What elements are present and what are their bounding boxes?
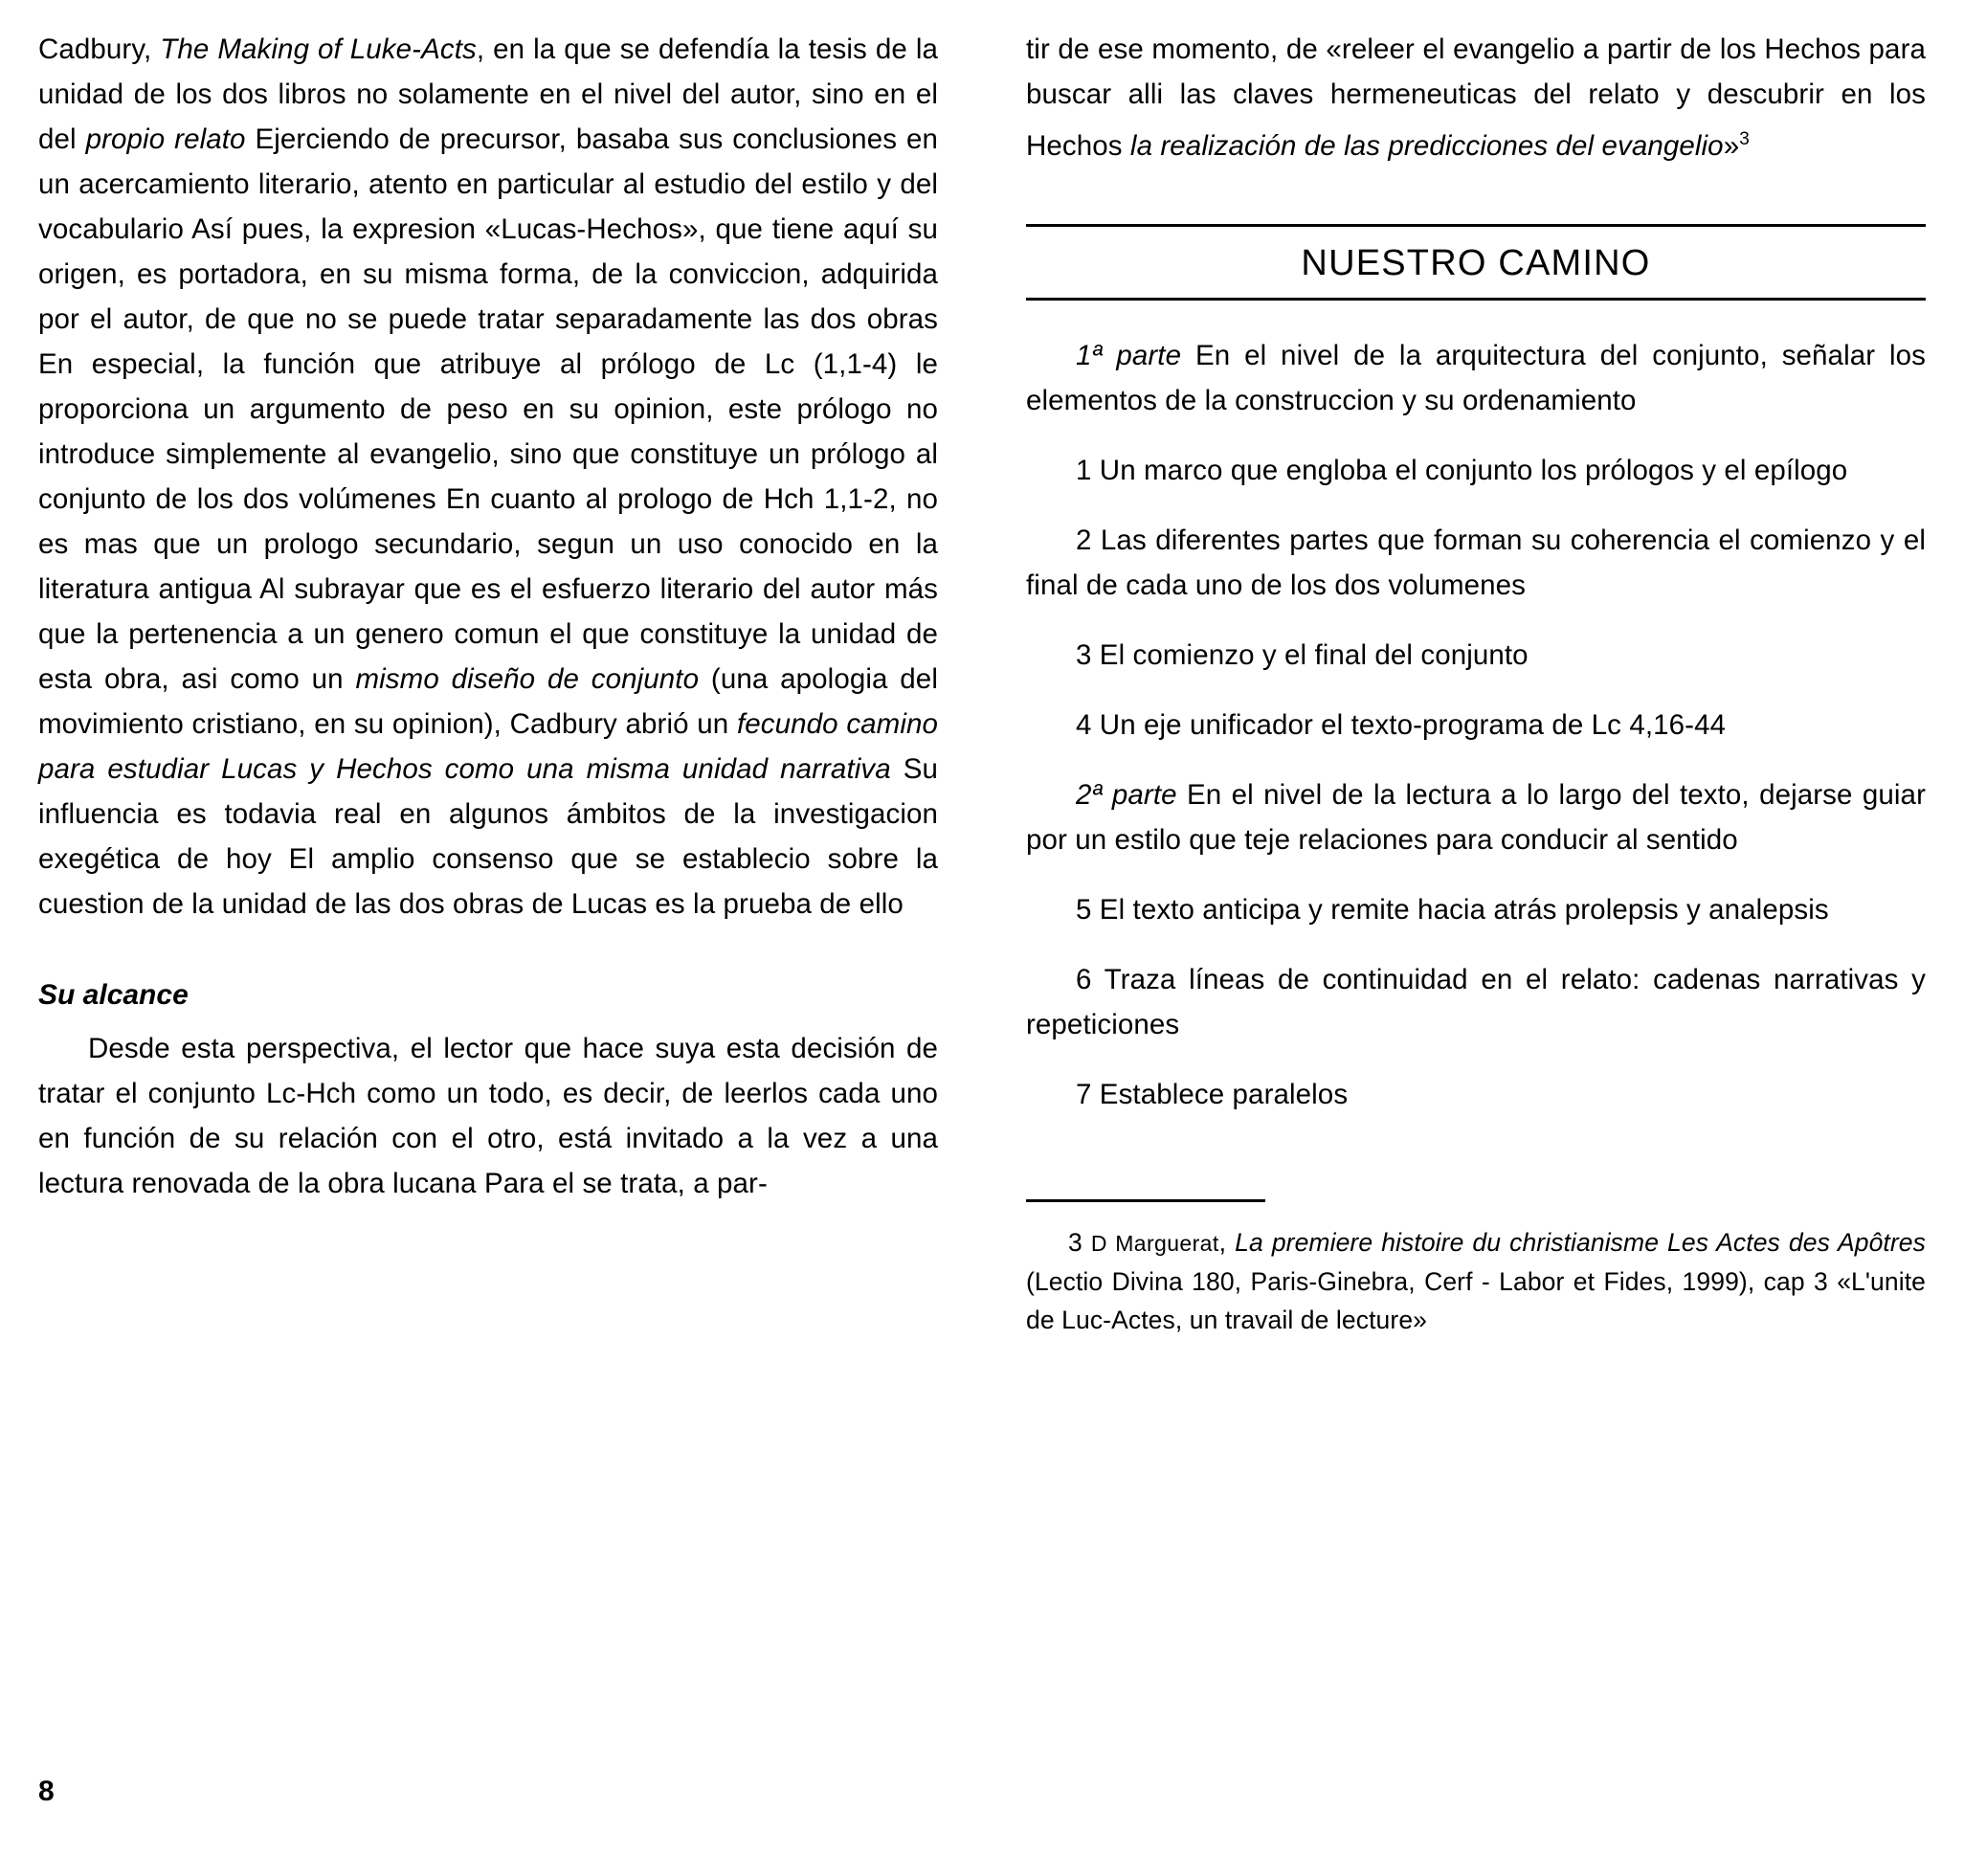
text-after-title: , en la que se defendía la tesis de la unidad de los dos libros no solamente en el nivel del autor, sino en el del — [38, 34, 938, 155]
footnote-reference-3: 3 — [1739, 129, 1750, 149]
footnote-space — [1082, 1228, 1091, 1257]
part-1-intro — [1026, 333, 1926, 423]
part-2-text: En el nivel de la lectura a lo largo del texto, dejarse guiar por un estilo que teje relaciones para conducir al sentido — [1026, 778, 1926, 856]
italic-propio-relato: propio relato — [85, 123, 246, 155]
footnote-3 — [1026, 1223, 1926, 1339]
book-title-making-of-luke-acts: The Making of Luke-Acts — [160, 34, 477, 65]
footnote-rest: (Lectio Divina 180, Paris-Ginebra, Cerf - Labor et Fides, 1999), cap 3 «L'unite de Luc-Actes, un travail de lecture» — [1026, 1266, 1926, 1334]
rule-bottom — [1026, 298, 1926, 301]
paragraph-continuation — [1026, 27, 1926, 168]
two-column-body — [38, 27, 1929, 1339]
page-number: 8 — [38, 1776, 55, 1807]
part-1-label: 1ª parte — [1076, 339, 1182, 371]
list-item: 5 El texto anticipa y remite hacia atrás prolepsis y analepsis — [1076, 893, 1829, 926]
list-item: 4 Un eje unificador el texto-programa de Lc 4,16-44 — [1076, 708, 1727, 741]
footnote-number: 3 — [1068, 1227, 1082, 1257]
text-before-title: Cadbury, — [38, 34, 161, 65]
continuation-italic: la realización de las predicciones del evangelio — [1129, 129, 1724, 162]
italic-fecundo-camino: fecundo camino para estudiar Lucas y Hechos como una misma unidad narrativa — [38, 708, 939, 785]
continuation-end: » — [1723, 129, 1740, 162]
list-item: 3 El comienzo y el final del conjunto — [1076, 638, 1529, 671]
footnote-comma: , — [1218, 1227, 1236, 1257]
continuation-text: tir de ese momento, de «releer el evangelio a partir de los Hechos para buscar alli las claves hermeneuticas del relato y descubrir en los Hechos — [1026, 34, 1926, 162]
footnote-author: D Marguerat — [1090, 1230, 1219, 1256]
part-1-text: En el nivel de la arquitectura del conjunto, señalar los elementos de la construccion y su ordenamiento — [1026, 339, 1926, 416]
paragraph-cadbury — [38, 27, 938, 927]
part-2-label: 2ª parte — [1076, 778, 1177, 811]
left-column — [38, 27, 938, 1339]
paragraph-desde-esta-perspectiva: Desde esta perspectiva, el lector que hace suya esta decisión de tratar el conjunto Lc-Hch como un todo, es decir, de leerlos cada uno en función de su relación con el otro, está invitado a la vez a una lectura renovada de la obra lucana Para el se trata, a par- — [38, 1033, 938, 1199]
text-tail-b: Su influencia es todavia real en algunos ámbitos de la investigacion exegética de hoy El amplio consenso que se establecio sobre la cuestion de la unidad de las dos obras de Lucas es la prueba de ello — [38, 753, 938, 920]
list-item: 2 Las diferentes partes que forman su coherencia el comienzo y el final de cada uno de los dos volumenes — [1026, 524, 1926, 601]
list-item: 1 Un marco que engloba el conjunto los prólogos y el epílogo — [1076, 454, 1848, 486]
nuestro-camino-block — [1026, 224, 1926, 301]
footnote-work-title: La premiere histoire du christianisme Les Actes des Apôtres — [1235, 1227, 1926, 1257]
list-item: 6 Traza líneas de continuidad en el relato: cadenas narrativas y repeticiones — [1026, 963, 1926, 1040]
italic-mismo-diseno: mismo diseño de conjunto — [355, 663, 700, 695]
part-2-intro — [1026, 772, 1926, 862]
text-after-italic-2: Ejerciendo de precursor, basaba sus conclusiones en un acercamiento literario, atento en particular al estudio del estilo y del vocabulario Así pues, la expresion «Lucas-Hechos», que tiene aquí su origen, es portadora, en su misma forma, de la conviccion, adquirida por el autor, de que no se puede tratar separadamente las dos obras En especial, la función que atribuye al prólogo de Lc (1,1-4) le proporciona un argumento de peso en su opinion, este prólogo no introduce simplemente al evangelio, sino que constituye un prólogo al conjunto de los dos volúmenes En cuanto al prologo de Hch 1,1-2, no es mas que un prologo secundario, segun un uso conocido en la literatura antigua Al subrayar que es el esfuerzo literario del autor más que la pertenencia a un genero comun el que constituye la unidad de esta obra, asi como un — [38, 123, 938, 695]
right-column — [1026, 27, 1926, 1339]
text-tail-a: (una apologia del movimiento cristiano, en su opinion), Cadbury abrió un — [38, 663, 938, 740]
heading-su-alcance: Su alcance — [38, 979, 189, 1011]
footnote-separator — [1026, 1199, 1265, 1202]
list-item: 7 Establece paralelos — [1076, 1078, 1349, 1110]
section-title-nuestro-camino: NUESTRO CAMINO — [1301, 242, 1651, 283]
